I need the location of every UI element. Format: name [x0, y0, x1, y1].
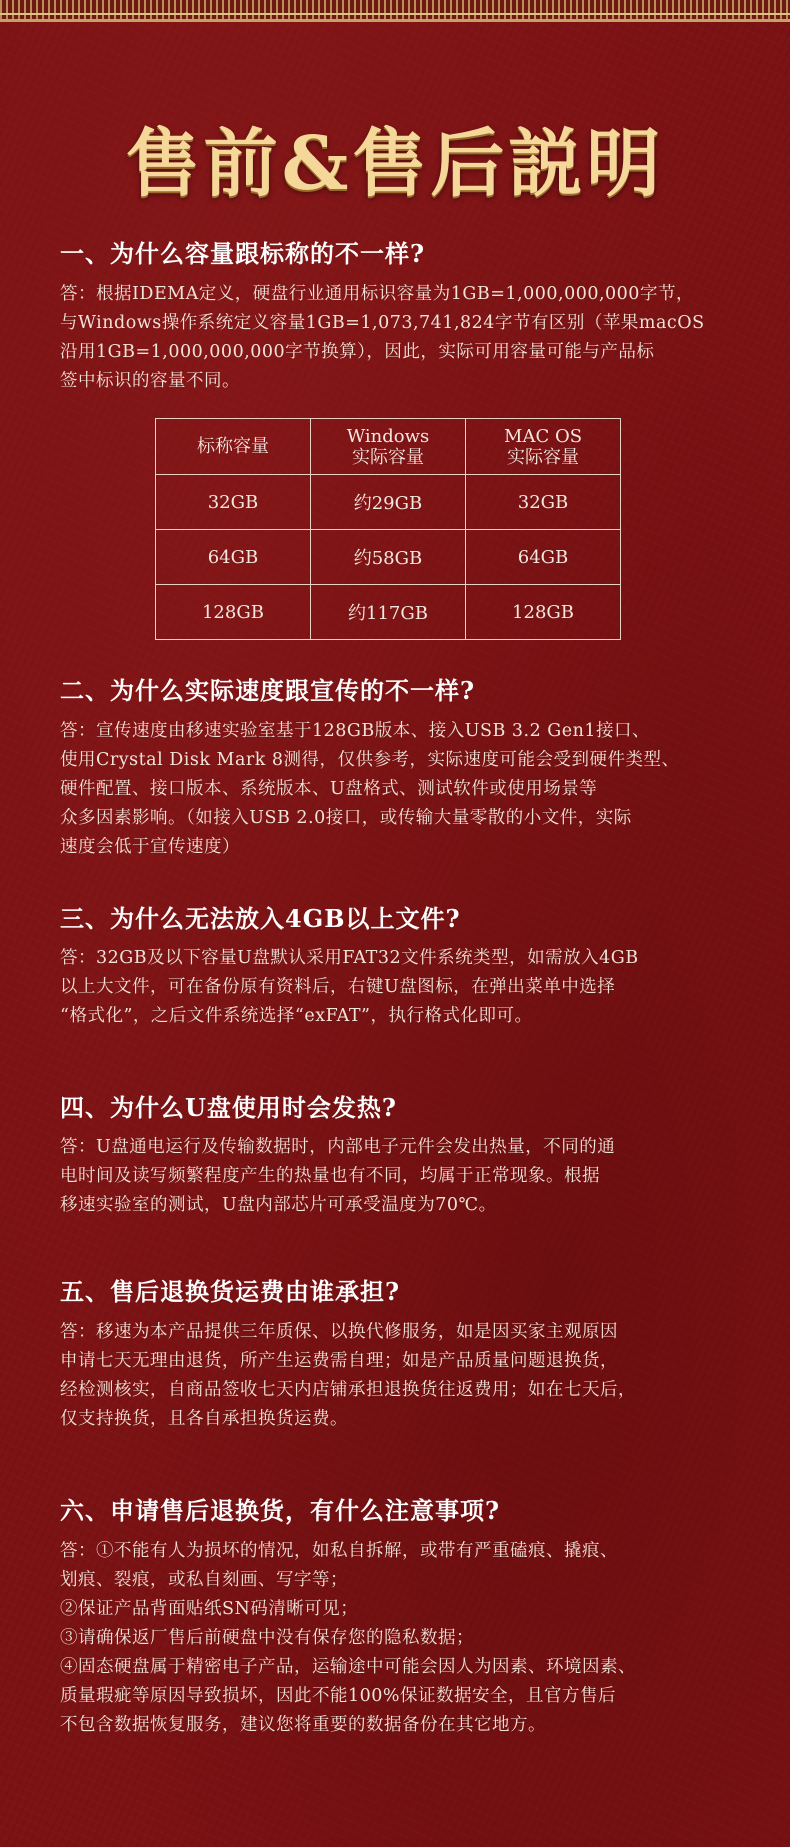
faq-question-6: 六、申请售后退换货，有什么注意事项?	[60, 1496, 501, 1525]
table-header-row	[156, 419, 621, 475]
faq-answer-1	[60, 280, 740, 396]
answer-line: 签中标识的容量不同。	[60, 371, 240, 391]
table-cell: 128GB	[466, 585, 621, 640]
table-cell: 64GB	[466, 530, 621, 585]
answer-line: 质量瑕疵等原因导致损坏，因此不能100%保证数据安全，且官方售后	[60, 1686, 617, 1706]
answer-line: 速度会低于宣传速度）	[60, 837, 240, 857]
answer-line: 答：根据IDEMA定义，硬盘行业通用标识容量为1GB=1,000,000,000字节，	[60, 284, 694, 304]
table-cell: 128GB	[156, 585, 311, 640]
table-cell: 64GB	[156, 530, 311, 585]
answer-line: 与Windows操作系统定义容量1GB=1,073,741,824字节有区别（苹果macOS	[60, 313, 705, 333]
answer-line: 硬件配置、接口版本、系统版本、U盘格式、测试软件或使用场景等	[60, 779, 598, 799]
answer-line: 划痕、裂痕，或私自刻画、写字等；	[60, 1570, 348, 1590]
table-cell: 32GB	[156, 475, 311, 530]
answer-line: ③请确保返厂售后前硬盘中没有保存您的隐私数据；	[60, 1628, 474, 1648]
table-cell: 约117GB	[310, 585, 465, 640]
faq-answer-5	[60, 1318, 740, 1434]
answer-line: 答：32GB及以下容量U盘默认采用FAT32文件系统类型，如需放入4GB	[60, 948, 639, 968]
table-row	[156, 585, 621, 640]
table-header-cell: MAC OS 实际容量	[466, 419, 621, 475]
answer-line: 使用Crystal Disk Mark 8测得，仅供参考，实际速度可能会受到硬件类型、	[60, 750, 680, 770]
answer-line: 答：①不能有人为损坏的情况，如私自拆解，或带有严重磕痕、撬痕、	[60, 1541, 618, 1561]
answer-line: ②保证产品背面贴纸SN码清晰可见；	[60, 1599, 359, 1619]
faq-answer-4	[60, 1133, 740, 1220]
faq-question-2: 二、为什么实际速度跟宣传的不一样?	[60, 676, 476, 705]
table-row	[156, 475, 621, 530]
table-header-cell: 标称容量	[156, 419, 311, 475]
answer-line: 以上大文件，可在备份原有资料后，右键U盘图标，在弹出菜单中选择	[60, 977, 616, 997]
decorative-top-border	[0, 0, 790, 22]
faq-question-5: 五、售后退换货运费由谁承担?	[60, 1277, 401, 1306]
faq-answer-3	[60, 944, 740, 1031]
answer-line: 不包含数据恢复服务，建议您将重要的数据备份在其它地方。	[60, 1715, 546, 1735]
table-row	[156, 530, 621, 585]
answer-line: 移速实验室的测试，U盘内部芯片可承受温度为70℃。	[60, 1195, 497, 1215]
answer-line: “格式化”，之后文件系统选择“exFAT”，执行格式化即可。	[60, 1006, 533, 1026]
faq-question-4: 四、为什么U盘使用时会发热?	[60, 1093, 397, 1122]
faq-question-3: 三、为什么无法放入4GB以上文件?	[60, 904, 461, 933]
answer-line: 电时间及读写频繁程度产生的热量也有不同，均属于正常现象。根据	[60, 1166, 600, 1186]
table-header-cell: Windows 实际容量	[310, 419, 465, 475]
faq-answer-2	[60, 717, 740, 862]
answer-line: 众多因素影响。（如接入USB 2.0接口，或传输大量零散的小文件，实际	[60, 808, 632, 828]
table-cell: 32GB	[466, 475, 621, 530]
page-title: 售前&售后説明	[125, 121, 665, 207]
answer-line: ④固态硬盘属于精密电子产品，运输途中可能会因人为因素、环境因素、	[60, 1657, 636, 1677]
answer-line: 申请七天无理由退货，所产生运费需自理；如是产品质量问题退换货，	[60, 1351, 618, 1371]
table-cell: 约58GB	[310, 530, 465, 585]
answer-line: 答：宣传速度由移速实验室基于128GB版本、接入USB 3.2 Gen1接口、	[60, 721, 651, 741]
capacity-table	[155, 418, 621, 640]
answer-line: 经检测核实，自商品签收七天内店铺承担退换货往返费用；如在七天后，	[60, 1380, 636, 1400]
faq-answer-6	[60, 1537, 740, 1740]
faq-question-1: 一、为什么容量跟标称的不一样?	[60, 239, 426, 268]
answer-line: 沿用1GB=1,000,000,000字节换算），因此，实际可用容量可能与产品标	[60, 342, 655, 362]
answer-line: 答：移速为本产品提供三年质保、以换代修服务，如是因买家主观原因	[60, 1322, 618, 1342]
answer-line: 答：U盘通电运行及传输数据时，内部电子元件会发出热量，不同的通	[60, 1137, 616, 1157]
table-cell: 约29GB	[310, 475, 465, 530]
answer-line: 仅支持换货，且各自承担换货运费。	[60, 1409, 348, 1429]
